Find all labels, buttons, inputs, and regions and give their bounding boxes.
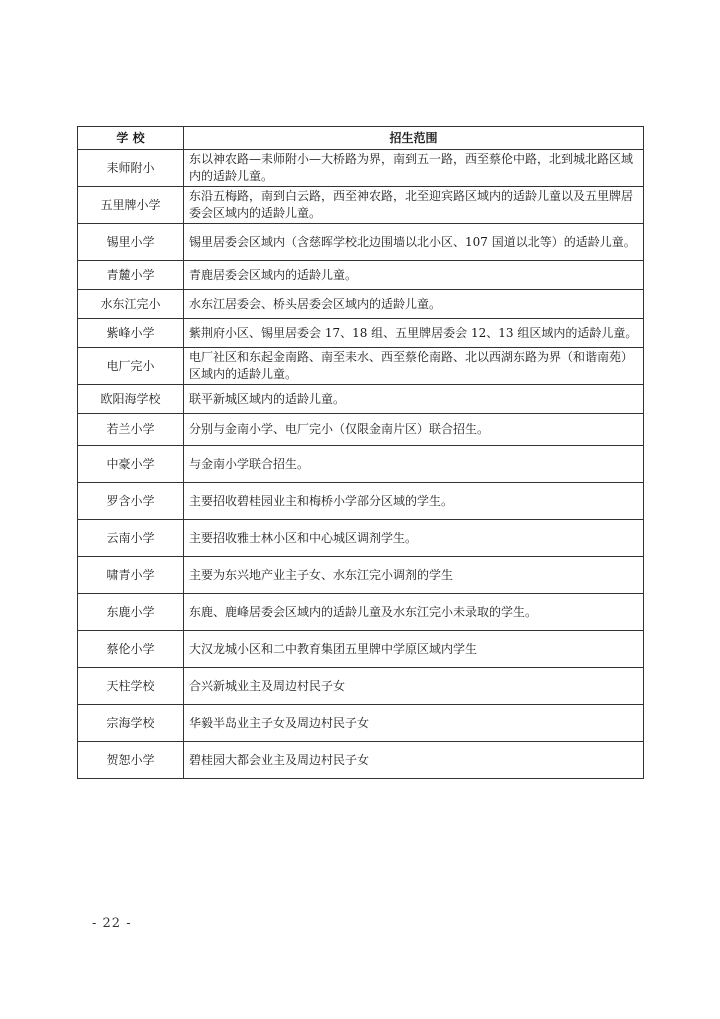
- school-name: 青麓小学: [78, 261, 184, 290]
- table-row: [78, 520, 644, 557]
- table-row: [78, 446, 644, 483]
- table-row: [78, 631, 644, 668]
- table-row: [78, 150, 644, 187]
- enrollment-range: 青鹿居委会区域内的适龄儿童。: [184, 261, 644, 290]
- enrollment-range: 东沿五梅路，南到白云路，西至神农路，北至迎宾路区域内的适龄儿童以及五里牌居委会区域内的适龄儿童。: [184, 187, 644, 224]
- school-name: 蔡伦小学: [78, 631, 184, 668]
- table-row: [78, 557, 644, 594]
- school-name: 贺恕小学: [78, 742, 184, 779]
- enrollment-range: 大汉龙城小区和二中教育集团五里牌中学原区域内学生: [184, 631, 644, 668]
- enrollment-range: 华毅半岛业主子女及周边村民子女: [184, 705, 644, 742]
- enrollment-range: 电厂社区和东起金南路、南至耒水、西至蔡伦南路、北以西湖东路为界（和谐南苑）区域内的适龄儿童。: [184, 348, 644, 385]
- school-name: 锡里小学: [78, 224, 184, 261]
- school-name: 中豪小学: [78, 446, 184, 483]
- school-name: 欧阳海学校: [78, 385, 184, 414]
- table-row: [78, 705, 644, 742]
- enrollment-range: 东鹿、鹿峰居委会区域内的适龄儿童及水东江完小未录取的学生。: [184, 594, 644, 631]
- enrollment-range: 合兴新城业主及周边村民子女: [184, 668, 644, 705]
- table-row: [78, 483, 644, 520]
- school-name: 天柱学校: [78, 668, 184, 705]
- school-name: 五里牌小学: [78, 187, 184, 224]
- school-name: 东鹿小学: [78, 594, 184, 631]
- school-name: 耒师附小: [78, 150, 184, 187]
- enrollment-range: 主要为东兴地产业主子女、水东江完小调剂的学生: [184, 557, 644, 594]
- table-row: [78, 594, 644, 631]
- school-name: 啸青小学: [78, 557, 184, 594]
- enrollment-range: 主要招收碧桂园业主和梅桥小学部分区域的学生。: [184, 483, 644, 520]
- enrollment-table: [77, 126, 644, 779]
- school-name: 宗海学校: [78, 705, 184, 742]
- table-row: [78, 224, 644, 261]
- table-row: [78, 414, 644, 446]
- enrollment-range: 水东江居委会、桥头居委会区域内的适龄儿童。: [184, 290, 644, 319]
- header-school: 学 校: [78, 127, 184, 150]
- school-name: 若兰小学: [78, 414, 184, 446]
- enrollment-range: 联平新城区域内的适龄儿童。: [184, 385, 644, 414]
- table-row: [78, 348, 644, 385]
- school-name: 紫峰小学: [78, 319, 184, 348]
- enrollment-range: 碧桂园大都会业主及周边村民子女: [184, 742, 644, 779]
- enrollment-range: 与金南小学联合招生。: [184, 446, 644, 483]
- enrollment-range: 锡里居委会区域内（含慈晖学校北边围墙以北小区、107 国道以北等）的适龄儿童。: [184, 224, 644, 261]
- school-name: 电厂完小: [78, 348, 184, 385]
- enrollment-range: 紫荆府小区、锡里居委会 17、18 组、五里牌居委会 12、13 组区域内的适龄儿童。: [184, 319, 644, 348]
- school-name: 水东江完小: [78, 290, 184, 319]
- table-row: [78, 742, 644, 779]
- header-range: 招生范围: [184, 127, 644, 150]
- school-name: 罗含小学: [78, 483, 184, 520]
- table-header-row: [78, 127, 644, 150]
- enrollment-range: 东以神农路—耒师附小—大桥路为界，南到五一路，西至蔡伦中路，北到城北路区域内的适龄儿童。: [184, 150, 644, 187]
- enrollment-range: 分别与金南小学、电厂完小（仅限金南片区）联合招生。: [184, 414, 644, 446]
- table-row: [78, 668, 644, 705]
- table-row: [78, 290, 644, 319]
- enrollment-range: 主要招收雅士林小区和中心城区调剂学生。: [184, 520, 644, 557]
- table-row: [78, 319, 644, 348]
- school-name: 云南小学: [78, 520, 184, 557]
- page-number: - 22 -: [92, 916, 132, 931]
- table-row: [78, 385, 644, 414]
- table-row: [78, 261, 644, 290]
- table-row: [78, 187, 644, 224]
